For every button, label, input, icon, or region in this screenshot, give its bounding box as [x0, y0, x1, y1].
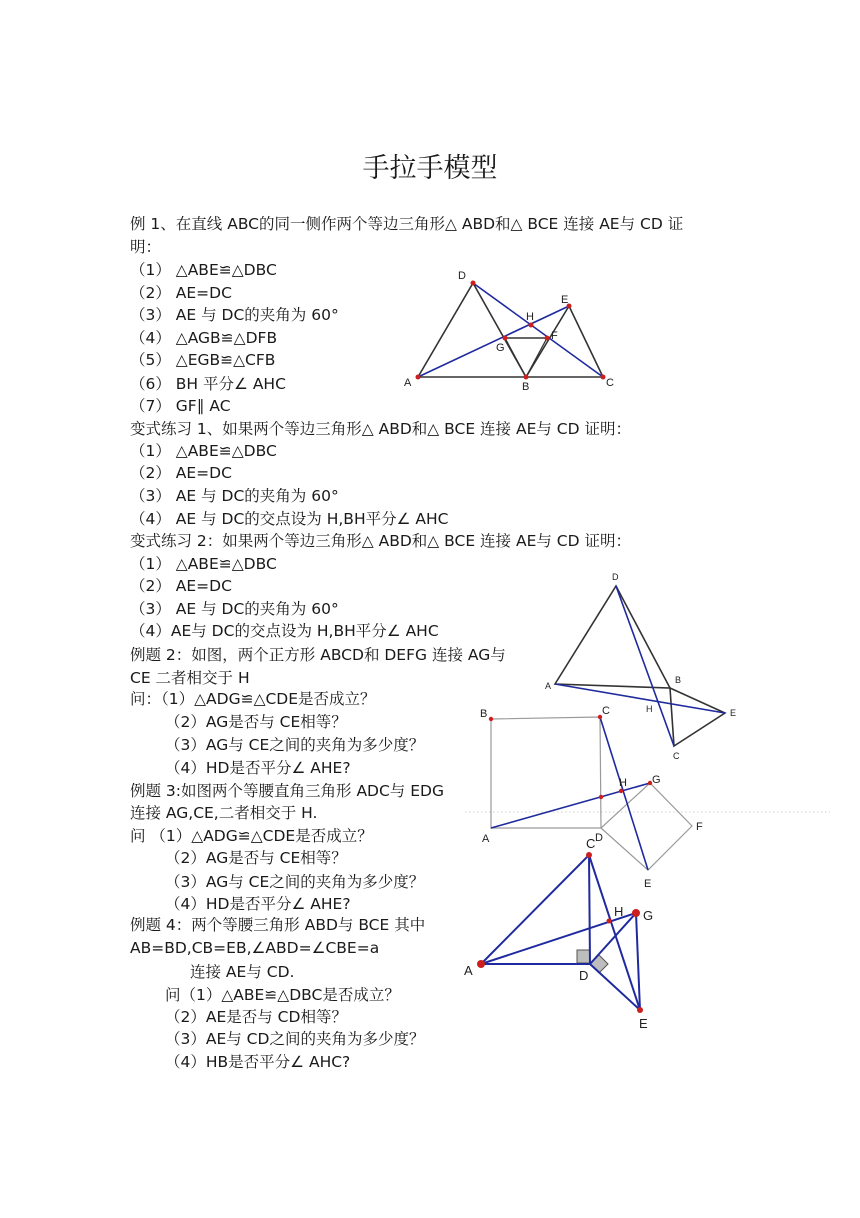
fig3-square-defg: [601, 783, 692, 870]
fig4-label: A: [464, 963, 473, 978]
fig2-label: D: [612, 572, 619, 582]
figure-2: [545, 572, 736, 761]
text-line: AB=BD,CB=EB,∠ABD=∠CBE=a: [130, 939, 380, 957]
fig3-label: F: [696, 821, 703, 833]
fig1-segment-bf: [526, 338, 547, 377]
fig1-label: G: [496, 342, 505, 354]
fig3-segment-ce: [600, 717, 648, 870]
fig2-label: H: [646, 704, 653, 714]
text-line: （4）HB是否平分∠ AHC?: [165, 1053, 351, 1071]
text-line: （2） AE=DC: [130, 577, 232, 595]
text-line: （3） AE 与 DC的夹角为 60°: [130, 600, 339, 618]
fig1-label: C: [606, 377, 614, 389]
fig4-label: D: [579, 968, 589, 983]
text-line: 问 （1）△ADG≌△CDE是否成立？: [130, 827, 373, 845]
text-line: （2） AE=DC: [130, 284, 232, 302]
fig1-segment-ae: [418, 306, 569, 377]
fig4-right-angle-mark: [590, 955, 608, 973]
text-line: （3）AG与 CE之间的夹角为多少度？: [165, 736, 425, 754]
text-line: 例题 3:如图两个等腰直角三角形 ADC与 EDG: [130, 782, 444, 800]
fig1-label: A: [404, 377, 412, 389]
text-line: （1） △ABE≌△DBC: [130, 261, 277, 279]
fig2-segment-dc: [616, 586, 674, 746]
text-line: （5） △EGB≌△CFB: [130, 351, 276, 369]
text-line: （3）AE与 CD之间的夹角为多少度？: [165, 1030, 425, 1048]
fig1-segment-dc: [473, 283, 603, 377]
text-line: （2）AE是否与 CD相等？: [165, 1008, 347, 1026]
fig3-label: H: [619, 777, 627, 789]
text-line: （4） AE 与 DC的交点设为 H,BH平分∠ AHC: [130, 510, 449, 528]
fig2-segment-ae: [555, 684, 725, 713]
text-line: （3） AE 与 DC的夹角为 60°: [130, 306, 339, 324]
fig2-label: B: [675, 675, 682, 685]
text-line: 明：: [130, 238, 162, 256]
figure-1: [404, 270, 614, 393]
fig1-label: B: [522, 381, 530, 393]
fig4-label: H: [614, 904, 624, 919]
text-line: （1） △ABE≌△DBC: [130, 555, 277, 573]
fig1-triangles: [418, 283, 603, 377]
page-title: 手拉手模型: [362, 153, 498, 184]
fig2-triangle-abd: [555, 586, 670, 688]
fig3-label: E: [644, 878, 652, 890]
text-line: （2）AG是否与 CE相等？: [165, 713, 347, 731]
text-line: （3） AE 与 DC的夹角为 60°: [130, 487, 339, 505]
text-line: 问：（1）△ADG≌△CDE是否成立？: [130, 690, 376, 708]
fig1-segment-gb: [505, 338, 526, 377]
fig1-label: H: [526, 311, 534, 323]
text-line: 例 1、在直线 ABC的同一侧作两个等边三角形△ ABD和△ BCE 连接 AE与 CD 证: [130, 215, 684, 233]
text-line: 变式练习 1、如果两个等边三角形△ ABD和△ BCE 连接 AE与 CD 证明：: [130, 420, 631, 438]
text-line: （2）AG是否与 CE相等？: [165, 849, 347, 867]
fig3-label: B: [480, 708, 488, 720]
text-line: 变式练习 2：如果两个等边三角形△ ABD和△ BCE 连接 AE与 CD 证明：: [130, 532, 631, 550]
fig4-label: G: [643, 908, 654, 923]
text-line: （3）AG与 CE之间的夹角为多少度？: [165, 873, 425, 891]
text-line: （4）AE与 DC的交点设为 H,BH平分∠ AHC: [130, 622, 439, 640]
fig3-label: C: [602, 705, 610, 717]
figure-4: [464, 836, 653, 1031]
fig3-label: D: [595, 832, 603, 844]
fig4-label: C: [586, 836, 596, 851]
text-line: （4） △AGB≌△DFB: [130, 329, 278, 347]
text-line: （1） △ABE≌△DBC: [130, 442, 277, 460]
fig4-triangle-adc: [481, 855, 590, 964]
fig4-right-angle-mark: [577, 950, 590, 963]
fig3-label: A: [482, 833, 490, 845]
text-line: 问（1）△ABE≌△DBC是否成立？: [165, 986, 400, 1004]
text-line: CE 二者相交于 H: [130, 669, 250, 687]
text-line: （4）HD是否平分∠ AHE?: [165, 759, 351, 777]
text-line: （6） BH 平分∠ AHC: [130, 375, 286, 393]
text-line: 连接 AE与 CD.: [190, 963, 295, 981]
text-line: （4）HD是否平分∠ AHE?: [165, 895, 351, 913]
fig1-label: D: [458, 270, 466, 282]
fig2-label: A: [545, 681, 552, 691]
text-line: 例题 4：两个等腰三角形 ABD与 BCE 其中: [130, 916, 426, 934]
fig4-label: E: [639, 1016, 648, 1031]
fig3-label: G: [652, 774, 661, 786]
fig3-square-abcd: [491, 717, 601, 828]
text-line: 连接 AG,CE,二者相交于 H.: [130, 804, 318, 822]
text-line: 例题 2：如图，两个正方形 ABCD和 DEFG 连接 AG与: [130, 646, 506, 664]
fig1-label: E: [561, 294, 569, 306]
fig2-label: C: [673, 751, 680, 761]
fig2-label: E: [730, 708, 737, 718]
fig2-triangle-bce: [670, 688, 725, 746]
text-line: （2） AE=DC: [130, 464, 232, 482]
fig1-label: F: [551, 330, 558, 342]
text-line: （7） GF∥ AC: [130, 397, 231, 415]
